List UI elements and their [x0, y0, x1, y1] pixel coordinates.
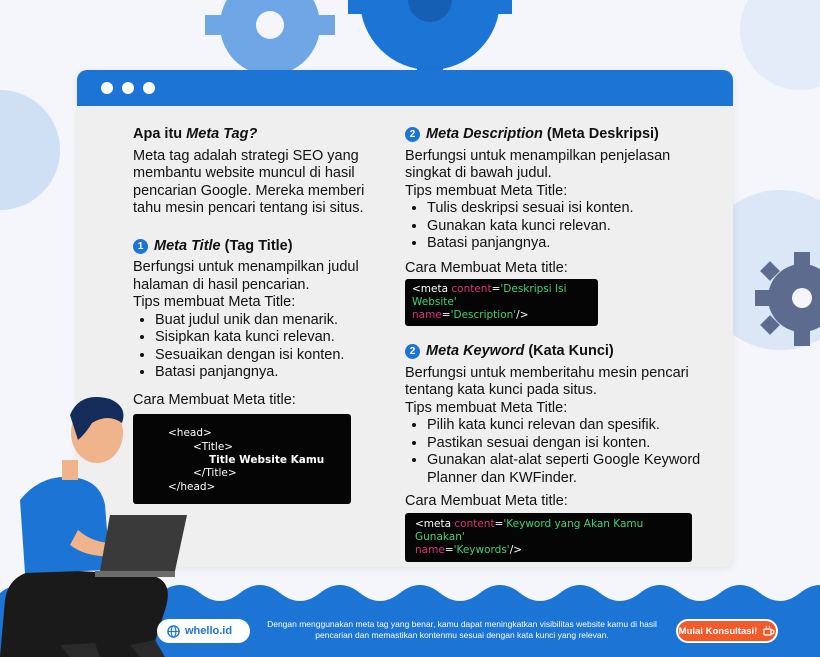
code-token: <meta [412, 283, 452, 295]
meta-keyword-title-rest: (Kata Kunci) [524, 343, 614, 359]
brand-pill[interactable] [157, 619, 250, 643]
gear-icon [755, 252, 820, 348]
meta-keyword-desc: Berfungsi untuk memberitahu mesin pencari tentang kata kunci pada situs. [405, 364, 689, 398]
meta-description-desc: Berfungsi untuk menampilkan penjelasan singkat di bawah judul. [405, 147, 671, 181]
step-number-badge: 2 [405, 127, 420, 142]
list-item: • Sisipkan kata kunci relevan. [155, 329, 378, 347]
meta-description-tips-label: Tips membuat Meta Title: [405, 182, 568, 199]
code-attr: content [451, 283, 492, 295]
globe-icon [167, 625, 180, 638]
intro-heading [133, 126, 378, 144]
list-item: • Tulis deskripsi sesuai isi konten. [427, 200, 705, 218]
meta-description-title-rest: (Meta Deskripsi) [542, 126, 659, 142]
list-item: • Batasi panjangnya. [427, 235, 705, 253]
meta-title-title-em: Meta Title [154, 237, 221, 254]
code-token: /> [509, 543, 523, 556]
code-token: = [491, 283, 501, 295]
step-number-badge: 1 [133, 239, 148, 254]
meta-title-heading [133, 238, 378, 256]
coffee-icon [763, 625, 775, 637]
window-titlebar [77, 70, 733, 106]
intro-text: Meta tag adalah strategi SEO yang membantu website muncul di hasil pencarian Google. Mereka memberi tahu mesin pencari tentang isi situs. [133, 147, 365, 216]
gear-icon [345, 0, 515, 80]
intro-title-prefix: Apa itu [133, 126, 187, 142]
code-line: </Title> [193, 467, 237, 479]
list-item: • Gunakan alat-alat seperti Google Keyword Planner dan KWFinder. [427, 452, 705, 487]
code-token: <meta [415, 517, 455, 530]
step-number-badge: 2 [405, 344, 420, 359]
code-attr: name [415, 543, 445, 556]
list-item: • Pastikan sesuai dengan isi konten. [427, 435, 705, 453]
brand-name: whello.id [185, 625, 233, 637]
bg-circle-top-right [740, 0, 820, 90]
meta-title-desc: Berfungsi untuk menampilkan judul halaman di hasil pencarian. [133, 259, 359, 293]
meta-description-title-em: Meta Description [426, 126, 543, 142]
meta-keyword-howto: Cara Membuat Meta title: [405, 493, 568, 509]
list-item: • Pilih kata kunci relevan dan spesifik. [427, 417, 705, 435]
meta-keyword-title-em: Meta Keyword [426, 343, 525, 359]
window-dot [122, 82, 134, 94]
intro-title-em: Meta Tag? [186, 126, 258, 142]
meta-description-tips-list [405, 200, 705, 253]
code-value: 'Keywords' [453, 543, 510, 556]
list-item: • Batasi panjangnya. [155, 364, 378, 382]
meta-keyword-tips-label: Tips membuat Meta Title: [405, 399, 568, 416]
window-dot [143, 82, 155, 94]
meta-title-tips-list [133, 312, 378, 382]
code-attr: name [412, 309, 442, 321]
code-line: Title Website Kamu [209, 454, 325, 466]
right-column [405, 126, 705, 562]
code-value: 'Description' [450, 309, 517, 321]
code-block-keyword [405, 513, 692, 562]
bg-circle-left [0, 90, 60, 210]
consult-button-label: Mulai Konsultasi! [678, 625, 758, 637]
list-item: • Buat judul unik dan menarik. [155, 312, 378, 330]
code-value: 'Deskripsi Isi Website' [412, 283, 567, 308]
code-token: = [444, 543, 454, 556]
code-block-description [405, 279, 598, 326]
code-line: <Title> [193, 441, 234, 453]
code-value: 'Keyword yang Akan Kamu Gunakan' [415, 517, 644, 543]
meta-description-heading [405, 126, 705, 144]
meta-title-howto: Cara Membuat Meta title: [133, 391, 296, 408]
code-token: = [441, 309, 451, 321]
list-item: • Gunakan kata kunci relevan. [427, 218, 705, 236]
window-dot [101, 82, 113, 94]
meta-keyword-tips-list [405, 417, 705, 487]
meta-keyword-heading [405, 343, 705, 361]
code-token: = [494, 517, 504, 530]
laptop-illustration [95, 513, 190, 583]
code-token: /> [516, 309, 529, 321]
code-line: </head> [168, 481, 216, 493]
meta-description-howto: Cara Membuat Meta title: [405, 259, 568, 276]
footer-note: Dengan menggunakan meta tag yang benar, kamu dapat meningkatkan visibilitas website kamu di hasil pencarian dan memastikan kontenmu sesuai dengan kata kunci yang relevan. [267, 619, 657, 640]
code-line: <head> [168, 427, 212, 439]
code-attr: content [454, 517, 495, 530]
consult-button[interactable] [676, 619, 778, 643]
list-item: • Sesuaikan dengan isi konten. [155, 347, 378, 365]
meta-title-title-rest: (Tag Title) [220, 237, 293, 254]
meta-title-tips-label: Tips membuat Meta Title: [133, 294, 296, 310]
